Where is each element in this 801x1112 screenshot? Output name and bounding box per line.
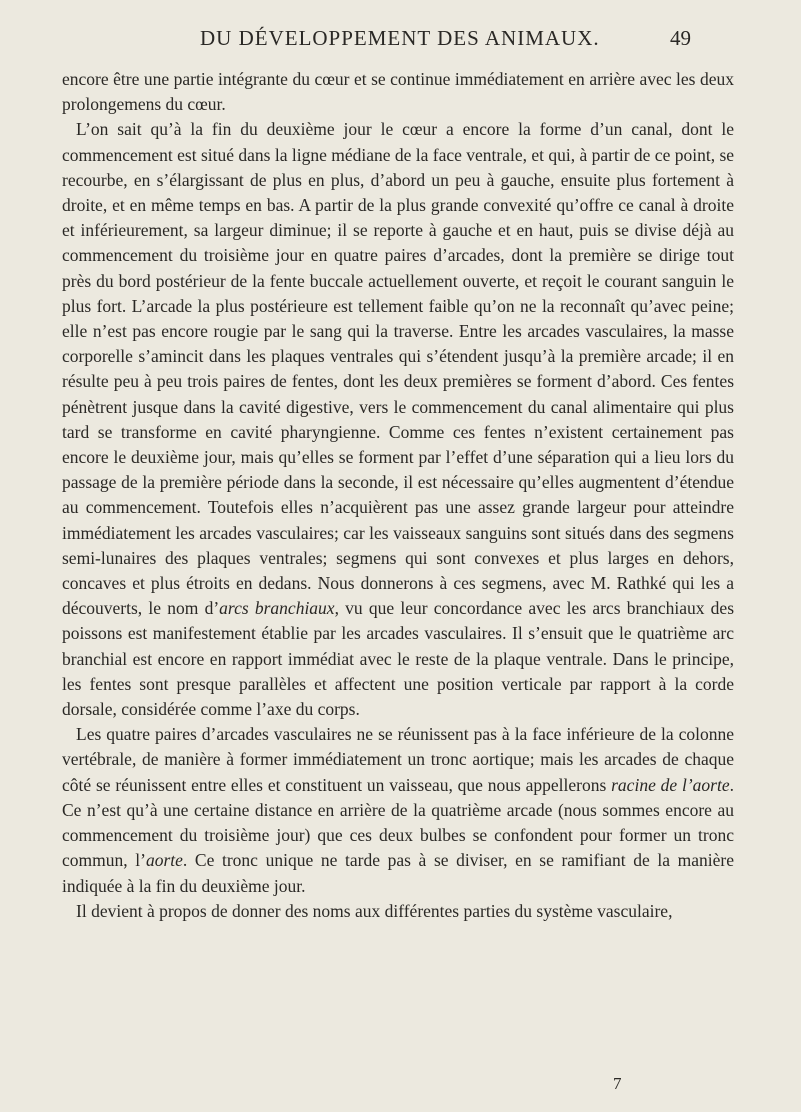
page-number: 49 (670, 26, 691, 50)
text-segment: Les quatre paires d’arcades vasculaires ne se réunissent pas à la face inférieure de la colonne vertébrale, de manière à former immédiatement un tronc aortique; mais les arcades de chaque côté se réunissent entre elles et constituent un vaisseau, que nous appellerons (62, 724, 734, 795)
paragraph (62, 899, 734, 924)
signature-mark: 7 (613, 1074, 622, 1093)
italic-term: racine de l’aorte (611, 774, 730, 795)
paragraph (62, 67, 734, 117)
paragraph (62, 117, 734, 722)
body-text (62, 67, 734, 924)
text-segment: . Ce n’est qu’à une certaine distance en arrière de la quatrième arcade (nous sommes encore au commencement du troisième jour) que ces deux bulbes se confondent pour former un tronc commun, l’ (62, 774, 734, 871)
italic-term: aorte (145, 850, 183, 871)
text-segment: , vu que leur concordance avec les arcs branchiaux des poissons est manifestement établie par les arcades vasculaires. Il s’ensuit que le quatrième arc branchial est encore en rapport immédiat avec le reste de la plaque ventrale. Dans le principe, les fentes sont presque parallèles et affectent une position verticale par rapport à la corde dorsale, considérée comme l’axe du corps. (62, 598, 735, 720)
italic-term: arcs branchiaux (219, 598, 335, 619)
text-segment: encore être une partie intégrante du cœur et se continue immédiatement en arrière avec les deux prolongemens du cœur. (62, 69, 734, 115)
running-head (0, 18, 801, 58)
paragraph (62, 722, 734, 898)
text-segment: . Ce tronc unique ne tarde pas à se diviser, en se ramifiant de la manière indiquée à la fin du deuxième jour. (62, 850, 735, 896)
running-title: DU DÉVELOPPEMENT DES ANIMAUX. (200, 26, 600, 50)
text-segment: L’on sait qu’à la fin du deuxième jour le cœur a encore la forme d’un canal, dont le commencement est situé dans la ligne médiane de la face ventrale, et qui, à partir de ce point, se recourbe, en s’élargissant de plus en plus, d’abord un peu à gauche, ensuite plus fortement à droite, et en même temps en bas. A partir de la plus grande convexité qu’offre ce canal à droite et inférieurement, sa largeur diminue; il se reporte à gauche et en haut, puis se divise déjà au commencement du troisième jour en quatre paires d’arcades, dont la première se dirige tout près du bord postérieur de la fente buccale actuellement ouverte, et reçoit le courant sanguin le plus fort. L’arcade la plus postérieure est tellement faible qu’on ne la reconnaît qu’avec peine; elle n’est pas encore rougie par le sang qui la traverse. Entre les arcades vasculaires, la masse corporelle s’amincit dans les plaques ventrales qui s’étendent jusqu’à la première arcade; il en résulte peu à peu trois paires de fentes, dont les deux premières se forment d’abord. Ces fentes pénètrent jusque dans la cavité digestive, vers le commencement du canal alimentaire qui plus tard se transforme en cavité pharyngienne. Comme ces fentes n’existent certainement pas encore le deuxième jour, mais qu’elles se forment par l’effet d’une séparation qui a lieu lors du passage de la première période dans la seconde, il est nécessaire qu’elles augmentent d’étendue au commencement. Toutefois elles n’acquièrent pas une assez grande largeur pour atteindre immédiatement les arcades vasculaires; car les vaisseaux sanguins sont situés dans des segmens semi-lunaires des plaques ventrales; segmens qui sont convexes et plus larges en dehors, concaves et plus étroits en dedans. Nous donnerons à ces segmens, avec M. Rathké qui les a découverts, le nom d’ (62, 119, 735, 619)
text-segment: Il devient à propos de donner des noms aux différentes parties du système vasculaire, (76, 900, 673, 921)
